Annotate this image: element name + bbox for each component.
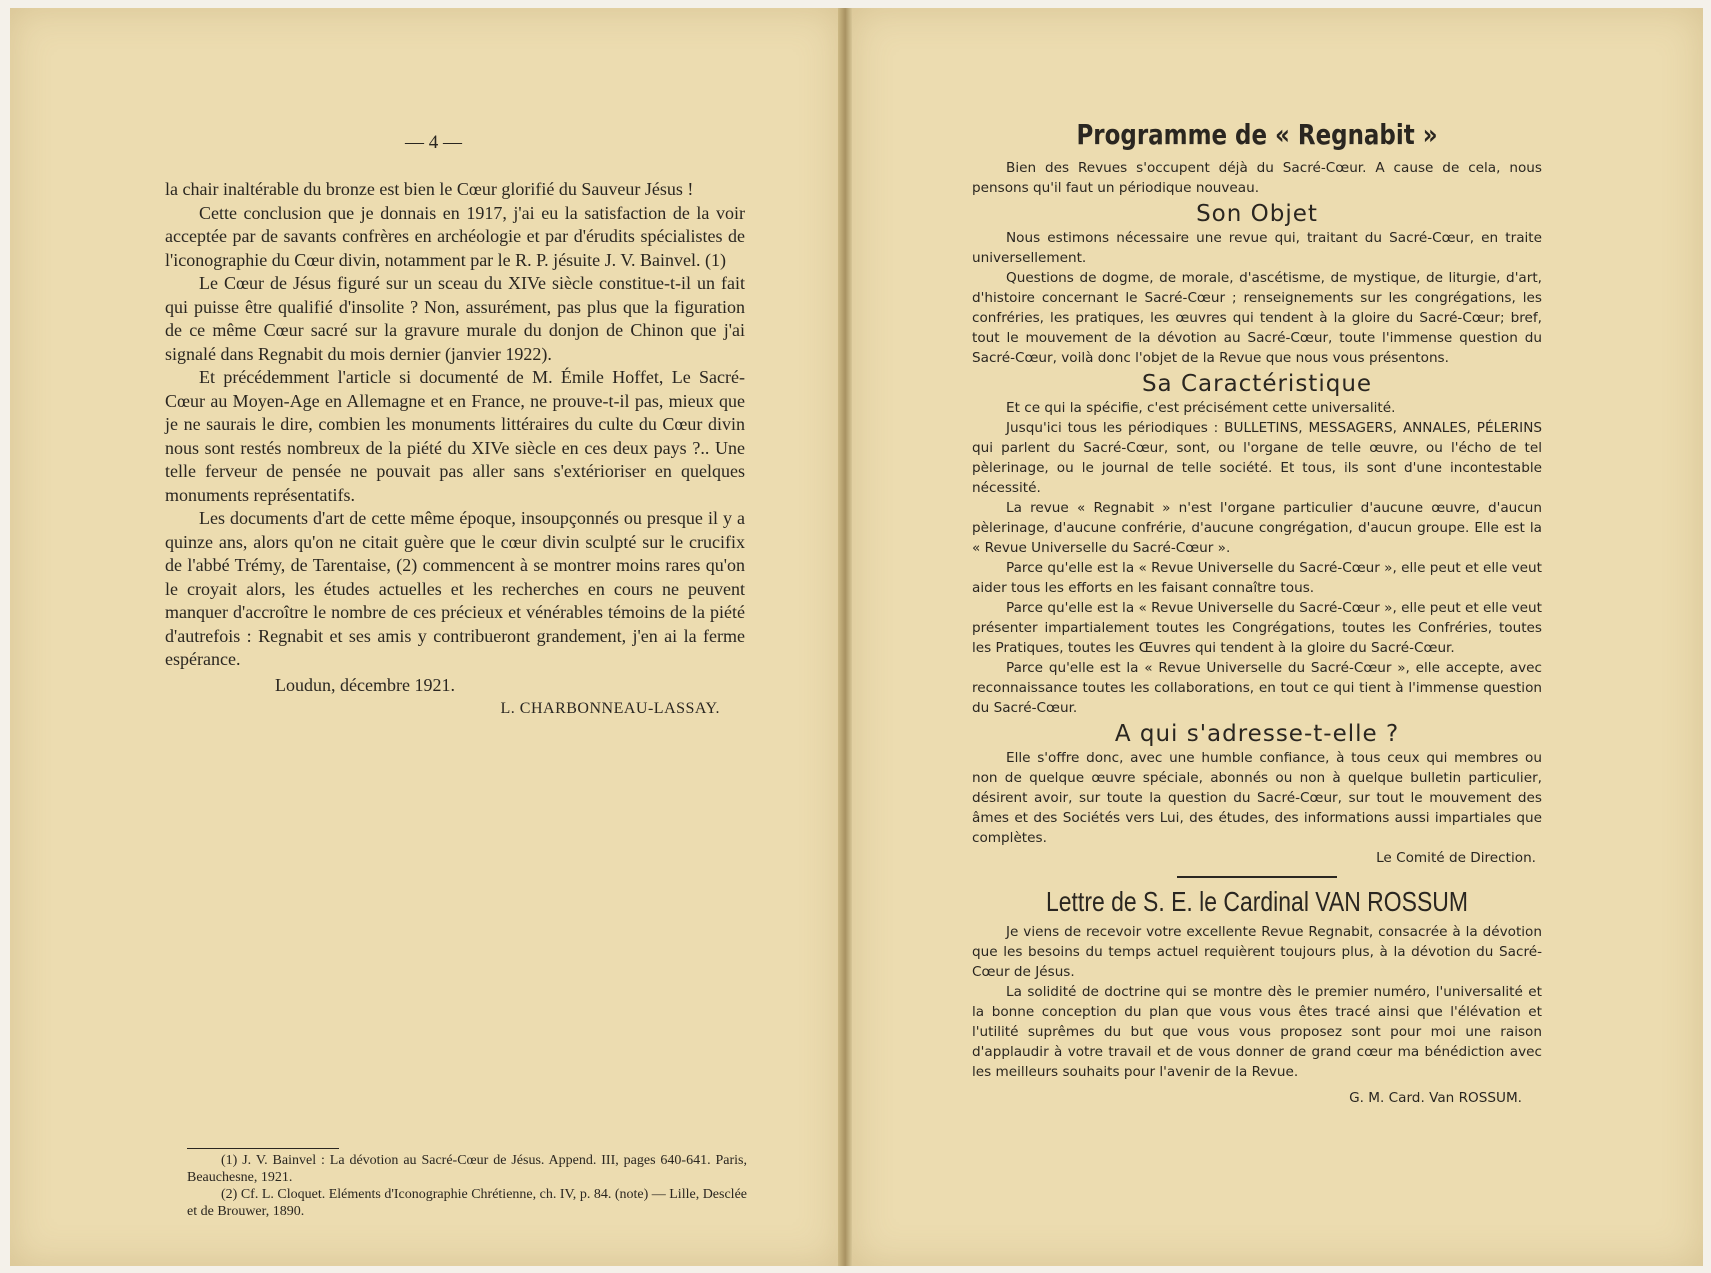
paragraph: Parce qu'elle est la « Revue Universelle du Sacré-Cœur », elle peut et elle veut présenter impartialement toutes les Congrégations, toutes les Confréries, toutes les Pratiques, toutes les Œuvres qui tendent à la gloire du Sacré-Cœur. bbox=[972, 600, 1542, 656]
paragraph: Parce qu'elle est la « Revue Universelle du Sacré-Cœur », elle accepte, avec reconnaissance toutes les collaborations, en tout ce qui tient à l'immense question du Sacré-Cœur. bbox=[972, 660, 1542, 716]
lettre-title: Lettre de S. E. le Cardinal VAN ROSSUM bbox=[1046, 886, 1468, 917]
paragraph: Parce qu'elle est la « Revue Universelle du Sacré-Cœur », elle peut et elle veut aider tous les efforts en les faisant connaître tous. bbox=[972, 560, 1542, 596]
paragraph: Et ce qui la spécifie, c'est précisément cette universalité. bbox=[1006, 400, 1396, 416]
committee-signature: Le Comité de Direction. bbox=[1376, 850, 1536, 866]
right-text-column bbox=[972, 158, 1542, 1108]
paragraph: Le Cœur de Jésus figuré sur un sceau du XIVe siècle constitue-t-il un fait qui puisse être qualifié d'insolite ? Non, assurément, pas plus que la figuration de ce même Cœur sacré sur la gravure murale du donjon de Chinon que j'ai signalé dans Regnabit du mois dernier (janvier 1922). bbox=[165, 273, 745, 364]
paragraph: la chair inaltérable du bronze est bien le Cœur glorifié du Sauveur Jésus ! bbox=[165, 179, 694, 199]
footnote-rule bbox=[187, 1148, 339, 1149]
section-rule bbox=[1177, 876, 1337, 878]
paragraph: Les documents d'art de cette même époque, insoupçonnés ou presque il y a quinze ans, alors qu'on ne citait guère que le cœur divin sculpté sur le crucifix de l'abbé Trémy, de Tarentaise, (2) commencent à se montrer moins rares qu'on le croyait alors, les études actuelles et les recherches en cours ne peuvent manquer d'accroître le nombre de ces précieux et vénérables témoins de la piété d'autrefois : Regnabit et ses amis y contribueront grandement, j'en ai la ferme espérance. bbox=[165, 508, 745, 669]
place-date: Loudun, décembre 1921. bbox=[275, 674, 455, 695]
paragraph: Cette conclusion que je donnais en 1917, j'ai eu la satisfaction de la voir acceptée par de savants confrères en archéologie et par d'érudits spécialistes de l'iconographie du Cœur divin, notamment par le R. P. jésuite J. V. Bainvel. (1) bbox=[165, 202, 745, 270]
left-text-column bbox=[165, 178, 745, 721]
paragraph: Jusqu'ici tous les périodiques : BULLETINS, MESSAGERS, ANNALES, PÉLERINS qui parlent du Sacré-Cœur, sont, ou l'organe de telle œuvre, ou l'écho de tel pèlerinage, ou le journal de telle société. Et tous, ils sont d'une incontestable nécessité. bbox=[972, 420, 1542, 496]
heading-son-objet: Son Objet bbox=[1196, 201, 1318, 227]
paragraph: Questions de dogme, de morale, d'ascétisme, de mystique, de liturgie, d'art, d'histoire concernant le Sacré-Cœur ; renseignements sur les congrégations, les confréries, les pratiques, les œuvres qui tendent à la gloire du Sacré-Cœur; bref, tout le mouvement de la dévotion au Sacré-Cœur, toute l'immense question du Sacré-Cœur, voilà donc l'objet de la Revue que nous vous présentons. bbox=[972, 270, 1542, 366]
footnotes bbox=[187, 1152, 747, 1220]
paragraph: La revue « Regnabit » n'est l'organe particulier d'aucune œuvre, d'aucun pèlerinage, d'aucune confrérie, d'aucune congrégation, d'aucun groupe. Elle est la « Revue Universelle du Sacré-Cœur ». bbox=[972, 500, 1542, 556]
paragraph: Je viens de recevoir votre excellente Revue Regnabit, consacrée à la dévotion que les besoins du temps actuel requièrent toujours plus, à la dévotion du Sacré-Cœur de Jésus. bbox=[972, 924, 1542, 980]
programme-title: Programme de « Regnabit » bbox=[1076, 118, 1438, 151]
cardinal-signature: G. M. Card. Van ROSSUM. bbox=[1349, 1090, 1522, 1106]
footnote: (2) Cf. L. Cloquet. Eléments d'Iconographie Chrétienne, ch. IV, p. 84. (note) — Lille, Desclée et de Brouwer, 1890. bbox=[187, 1187, 747, 1219]
heading-a-qui: A qui s'adresse-t-elle ? bbox=[1114, 721, 1400, 747]
heading-sa-caracteristique: Sa Caractéristique bbox=[1141, 371, 1373, 397]
page-number: — 4 — bbox=[405, 132, 462, 153]
footnote: (1) J. V. Bainvel : La dévotion au Sacré-Cœur de Jésus. Append. III, pages 640-641. Paris, Beauchesne, 1921. bbox=[187, 1153, 747, 1185]
paragraph: Elle s'offre donc, avec une humble confiance, à tous ceux qui membres ou non de quelque œuvre spéciale, abonnés ou non à quelque bulletin particulier, désirent avoir, sur toute la question du Sacré-Cœur, sur tout le mouvement des âmes et des Sociétés vers Lui, des études, des informations aussi impartiales que complètes. bbox=[972, 750, 1542, 846]
paragraph: La solidité de doctrine qui se montre dès le premier numéro, l'universalité et la bonne conception du plan que vous vous êtes tracé ainsi que l'élévation et l'utilité suprêmes du but que vous vous proposez sont pour moi une raison d'applaudir à votre travail et de vous donner de grand cœur ma bénédiction avec les meilleurs souhaits pour l'avenir de la Revue. bbox=[972, 984, 1542, 1080]
author-signature: L. CHARBONNEAU-LASSAY. bbox=[500, 700, 720, 717]
intro-paragraph: Bien des Revues s'occupent déjà du Sacré-Cœur. A cause de cela, nous pensons qu'il faut un périodique nouveau. bbox=[972, 160, 1542, 196]
paragraph: Et précédemment l'article si documenté de M. Émile Hoffet, Le Sacré-Cœur au Moyen-Age en Allemagne et en France, ne prouve-t-il pas, mieux que je ne saurais le dire, combien les monuments littéraires du culte du Cœur divin nous sont restés nombreux de la piété du XIVe siècle en ces deux pays ?.. Une telle ferveur de pensée ne pouvait pas aller sans s'extérioriser en quelques monuments représentatifs. bbox=[165, 367, 745, 505]
paragraph: Nous estimons nécessaire une revue qui, traitant du Sacré-Cœur, en traite universellement. bbox=[972, 230, 1542, 266]
